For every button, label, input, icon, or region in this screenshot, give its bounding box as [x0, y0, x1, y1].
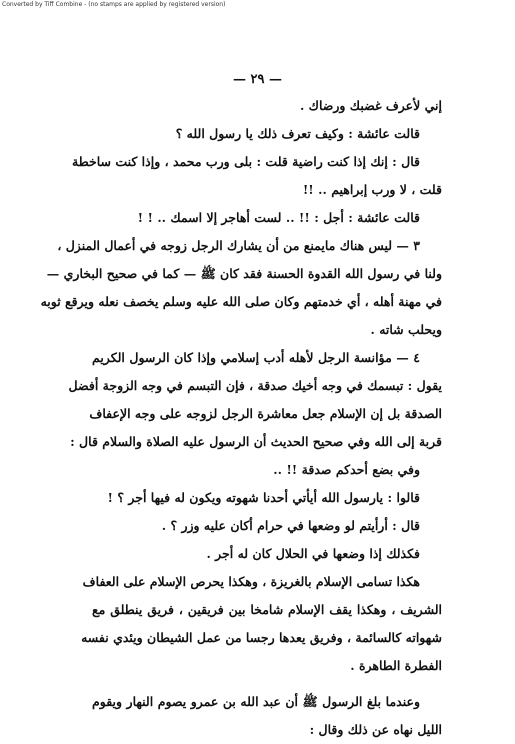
page-body [40, 92, 442, 744]
text-line: إني لأعرف غضبك ورضاك . [299, 98, 442, 113]
text-line: قلت ، لا ورب إبراهيم .. !! [302, 182, 442, 197]
text-line: ولنا في رسول الله القدوة الحسنة فقد كان ﷺ — كما في صحيح البخاري — [46, 266, 442, 281]
text-line: يقول : تبسمك في وجه أخيك صدقة ، فإن التبسم في وجه الزوجة أفضل [68, 378, 442, 393]
text-line: شهواته كالسائمة ، وفريق يعدها رجسا من عمل الشيطان ويئدي نفسه [81, 630, 442, 645]
text-line: ويحلب شاته . [370, 322, 442, 337]
text-line: قربة إلى الله وفي صحيح الحديث أن الرسول عليه الصلاة والسلام قال : [70, 434, 442, 449]
text-line: هكذا تسامى الإسلام بالغريزة ، وهكذا يحرص الإسلام على العفاف [82, 574, 420, 589]
text-line: قالوا : يارسول الله أيأتي أحدنا شهوته ويكون له فيها أجر ؟ ! [107, 490, 420, 505]
text-line: ٤ — مؤانسة الرجل لأهله أدب إسلامي وإذا كان الرسول الكريم [92, 350, 420, 365]
text-line: وعندما بلغ الرسول ﷺ أن عبد الله بن عمرو يصوم النهار ويقوم [92, 694, 420, 709]
text-line: فكذلك إذا وضعها في الحلال كان له أجر . [206, 546, 420, 561]
text-line: الليل نهاه عن ذلك وقال : [309, 722, 442, 737]
text-line: الشريف ، وهكذا يقف الإسلام شامخا بين فريقين ، فريق ينطلق مع [92, 602, 442, 617]
text-line: قال : إنك إذا كنت راضية قلت : بلى ورب محمد ، وإذا كنت ساخطة [72, 154, 420, 169]
page-number: — ٢٩ — [232, 72, 283, 87]
text-line: قال : أرأيتم لو وضعها في حرام أكان عليه وزر ؟ . [161, 518, 420, 533]
text-line: الفطرة الطاهرة . [350, 658, 442, 673]
text-line: وفي بضع أحدكم صدقة !! .. [273, 462, 420, 477]
text-line: قالت عائشة : أجل : !! .. لست أهاجر إلا اسمك .. ! ! [137, 210, 420, 225]
text-line: في مهنة أهله ، أي خدمتهم وكان صلى الله عليه وسلم يخصف نعله ويرقع ثوبه [40, 294, 442, 309]
converter-banner: Converted by Tiff Combine - (no stamps are applied by registered version) [2, 1, 226, 8]
text-line: ٣ — ليس هناك مايمنع من أن يشارك الرجل زوجه في أعمال المنزل ، [57, 238, 420, 253]
text-line: قالت عائشة : وكيف تعرف ذلك يا رسول الله ؟ [175, 126, 420, 141]
text-line: الصدقة بل إن الإسلام جعل معاشرة الرجل لزوجه على وجه الإعفاف [89, 406, 442, 421]
